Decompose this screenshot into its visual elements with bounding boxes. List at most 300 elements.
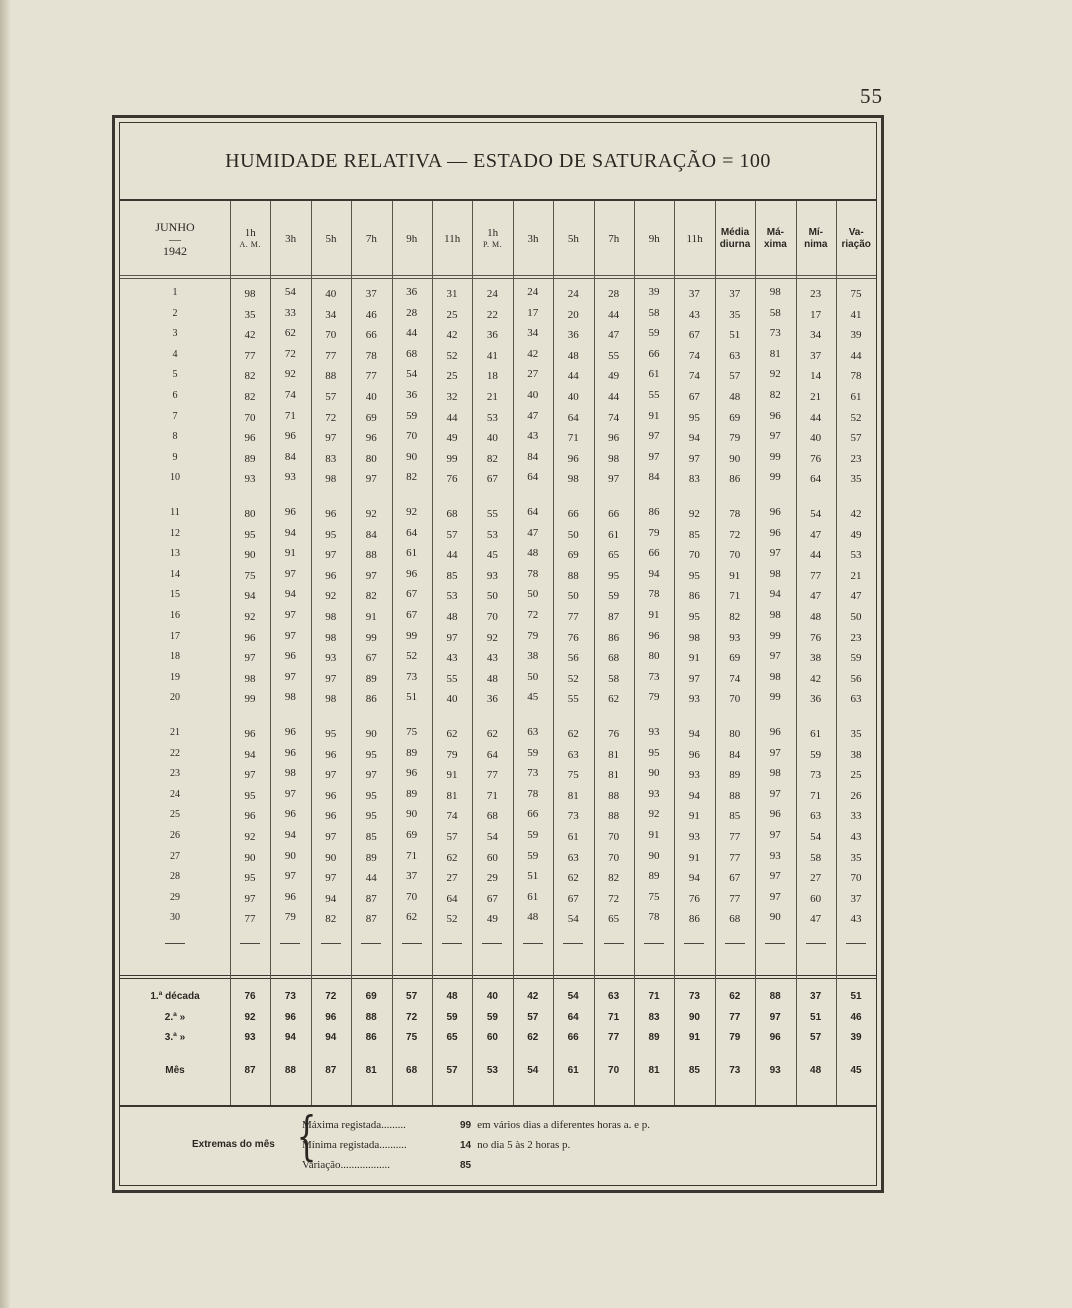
table-cell: 81 [769,347,781,360]
table-cell: 33 [850,810,862,823]
table-cell: 95 [688,411,700,424]
table-bottom-rule [120,1105,876,1107]
table-cell: 42 [810,672,822,685]
table-cell: 99 [769,691,781,704]
table-cell: 35 [729,308,741,321]
table-cell: 43 [850,913,862,926]
empty-row-dash [523,943,543,944]
column-header [513,209,553,269]
table-cell: 98 [325,473,337,486]
table-cell: 70 [406,430,418,443]
table-cell: 44 [810,549,822,562]
summary-cell: 92 [244,1012,256,1023]
page-number: 55 [860,84,883,108]
summary-cell: 97 [769,1012,781,1023]
column-header-main: 9h [406,233,418,245]
table-cell: 82 [365,590,377,603]
table-cell: 93 [648,726,660,738]
day-number: 16 [170,610,180,621]
table-cell: 42 [527,347,539,360]
summary-cell: 94 [325,1032,337,1043]
table-cell: 74 [688,370,700,383]
table-cell: 59 [527,746,539,759]
summary-rule-double [120,978,876,979]
table-cell: 62 [608,693,620,706]
table-cell: 38 [527,650,539,663]
day-number: 4 [172,348,178,360]
table-cell: 54 [284,286,296,298]
table-cell: 89 [244,452,256,465]
empty-row-dash [765,943,785,944]
summary-cell: 48 [446,991,458,1002]
day-number: 1 [172,287,178,298]
table-cell: 97 [769,430,781,443]
table-cell: 57 [850,432,862,445]
table-cell: 77 [729,851,741,864]
table-cell: 64 [486,748,498,761]
summary-cell: 59 [486,1012,498,1023]
table-cell: 47 [810,913,822,926]
table-cell: 97 [648,450,660,463]
table-cell: 51 [406,691,418,704]
summary-cell: 72 [406,1012,418,1023]
table-cell: 97 [769,890,781,903]
table-cell: 76 [688,892,700,905]
table-cell: 82 [406,471,418,484]
table-cell: 66 [648,347,660,360]
table-cell: 25 [446,308,458,321]
table-cell: 68 [729,913,741,926]
table-cell: 99 [769,471,781,484]
table-cell: 74 [608,411,620,424]
table-cell: 82 [769,389,781,401]
table-cell: 55 [567,693,579,706]
month-dash: — [169,232,181,246]
table-cell: 98 [325,693,337,706]
table-cell: 98 [325,611,337,623]
table-cell: 96 [325,789,337,802]
table-cell: 90 [325,851,337,864]
table-cell: 64 [527,471,539,484]
variation-label: Variação.................. [302,1159,390,1171]
summary-cell: 48 [810,1065,822,1076]
column-header-main: 3h [285,233,297,245]
table-cell: 54 [810,508,822,520]
table-cell: 96 [284,650,296,663]
table-cell: 43 [850,831,862,843]
day-number: 7 [172,410,178,422]
day-number: 25 [170,809,180,821]
table-cell: 97 [325,769,337,782]
summary-label: 3.ª » [164,1032,186,1043]
table-cell: 97 [769,870,781,883]
table-cell: 85 [446,569,458,582]
table-cell: 36 [406,389,418,401]
table-cell: 62 [446,851,458,864]
table-cell: 72 [729,528,741,541]
table-cell: 89 [406,787,418,800]
table-cell: 76 [446,473,458,486]
summary-cell: 77 [608,1032,620,1043]
table-cell: 79 [446,748,458,761]
column-header [230,209,270,269]
table-cell: 96 [284,506,296,518]
table-cell: 94 [284,588,296,601]
table-cell: 27 [810,872,822,885]
table-cell: 94 [688,789,700,802]
table-cell: 51 [527,870,539,883]
table-cell: 96 [365,432,377,445]
table-cell: 57 [325,391,337,403]
table-cell: 45 [527,691,539,704]
table-cell: 98 [567,473,579,486]
summary-cell: 81 [365,1065,377,1076]
table-cell: 62 [567,872,579,885]
summary-cell: 66 [567,1032,579,1043]
summary-cell: 96 [325,1012,337,1023]
table-cell: 93 [688,831,700,843]
table-cell: 73 [769,327,781,340]
table-cell: 24 [567,288,579,300]
table-cell: 23 [850,631,862,644]
table-cell: 59 [527,849,539,862]
table-cell: 96 [406,567,418,580]
empty-row-dash [846,943,866,944]
empty-row-dash [604,943,624,944]
table-cell: 40 [567,391,579,403]
table-cell: 53 [486,411,498,424]
table-cell: 95 [325,728,337,740]
table-cell: 97 [688,672,700,685]
table-cell: 76 [810,631,822,644]
summary-cell: 42 [527,991,539,1002]
table-cell: 91 [648,609,660,621]
summary-cell: 46 [850,1012,862,1023]
table-cell: 69 [567,549,579,562]
table-cell: 61 [810,728,822,740]
summary-cell: 86 [365,1032,377,1043]
day-number: 12 [170,527,180,539]
table-cell: 98 [769,609,781,621]
column-header [594,209,634,269]
table-cell: 86 [688,590,700,603]
table-cell: 52 [446,349,458,362]
table-cell: 80 [365,452,377,465]
table-cell: 91 [365,611,377,623]
month-label: JUNHO [155,220,195,234]
table-cell: 70 [325,329,337,342]
table-cell: 67 [486,473,498,486]
table-cell: 82 [244,391,256,403]
column-header-main: 5h [325,233,337,245]
day-number: 10 [170,472,180,484]
table-cell: 96 [769,526,781,539]
table-cell: 63 [527,726,539,738]
table-cell: 91 [729,569,741,582]
table-cell: 74 [284,389,296,401]
table-cell: 68 [486,810,498,823]
summary-cell: 64 [567,1012,579,1023]
table-cell: 96 [648,629,660,642]
summary-cell: 53 [486,1065,498,1076]
table-cell: 86 [729,473,741,486]
column-header-sub: P. M. [482,240,503,249]
summary-cell: 51 [850,991,862,1002]
table-cell: 36 [486,329,498,342]
summary-cell: 87 [244,1065,256,1076]
column-header-main: 1h [487,227,499,239]
table-cell: 71 [406,849,418,862]
table-cell: 96 [769,409,781,422]
summary-cell: 93 [244,1032,256,1043]
column-header [351,209,391,269]
table-cell: 92 [688,508,700,520]
max-registered-value [460,1119,650,1131]
table-cell: 29 [486,872,498,885]
table-cell: 35 [850,851,862,864]
day-number: 5 [172,369,178,381]
column-header-main: 11h [686,233,703,245]
table-cell: 50 [567,590,579,603]
table-cell: 42 [850,508,862,520]
summary-cell: 88 [284,1065,296,1076]
table-cell: 98 [769,567,781,580]
summary-cell: 69 [365,991,377,1002]
column-header [796,209,836,269]
table-cell: 64 [527,506,539,518]
table-cell: 38 [850,748,862,761]
table-cell: 96 [769,506,781,518]
table-cell: 97 [769,650,781,663]
table-cell: 17 [810,308,822,321]
table-cell: 80 [729,728,741,740]
table-cell: 69 [406,829,418,841]
summary-cell: 77 [729,1012,741,1023]
table-cell: 48 [527,911,539,924]
table-cell: 96 [325,810,337,823]
column-header-main: 5h [567,233,579,245]
table-cell: 98 [769,670,781,683]
summary-cell: 73 [284,991,296,1002]
summary-cell: 62 [729,991,741,1002]
table-cell: 44 [567,370,579,383]
column-header [715,209,755,269]
table-cell: 90 [244,851,256,864]
table-cell: 90 [244,549,256,562]
table-cell: 73 [406,670,418,683]
table-cell: 84 [729,748,741,761]
table-cell: 81 [446,789,458,802]
table-cell: 96 [688,748,700,761]
summary-cell: 72 [325,991,337,1002]
table-cell: 93 [325,652,337,665]
variation-number: 85 [460,1160,472,1171]
summary-cell: 85 [688,1065,700,1076]
empty-row-dash [563,943,583,944]
table-cell: 43 [446,652,458,665]
table-cell: 37 [810,349,822,362]
table-cell: 97 [325,872,337,885]
table-cell: 72 [527,609,539,621]
table-cell: 49 [608,370,620,383]
table-cell: 53 [486,528,498,541]
empty-row-dash [644,943,664,944]
table-cell: 85 [365,831,377,843]
table-cell: 74 [688,349,700,362]
table-cell: 94 [769,588,781,601]
summary-cell: 40 [486,991,498,1002]
table-cell: 64 [567,411,579,424]
table-cell: 58 [810,851,822,864]
table-cell: 97 [244,769,256,782]
table-cell: 70 [406,890,418,903]
table-cell: 97 [325,831,337,843]
summary-cell: 57 [810,1032,822,1043]
table-cell: 96 [284,430,296,443]
table-cell: 66 [567,508,579,520]
table-cell: 93 [284,471,296,484]
summary-cell: 89 [648,1032,660,1043]
table-cell: 71 [729,590,741,603]
table-cell: 98 [244,672,256,685]
table-cell: 54 [567,913,579,926]
table-cell: 97 [325,432,337,445]
table-cell: 27 [446,872,458,885]
table-cell: 34 [325,308,337,321]
table-cell: 93 [729,631,741,644]
table-cell: 71 [810,789,822,802]
summary-cell: 63 [608,991,620,1002]
table-cell: 59 [406,409,418,422]
table-cell: 65 [608,549,620,562]
table-cell: 48 [729,391,741,403]
table-cell: 46 [365,308,377,321]
table-cell: 72 [608,892,620,905]
table-cell: 96 [325,748,337,761]
table-cell: 92 [406,506,418,518]
table-cell: 57 [446,528,458,541]
summary-cell: 62 [527,1032,539,1043]
table-cell: 44 [446,549,458,562]
table-cell: 90 [648,767,660,780]
table-cell: 95 [608,569,620,582]
table-cell: 47 [527,526,539,539]
table-cell: 23 [850,452,862,465]
table-cell: 97 [244,892,256,905]
header-rule [120,275,876,276]
table-cell: 67 [688,391,700,403]
table-cell: 89 [729,769,741,782]
table-cell: 70 [608,831,620,843]
table-cell: 88 [608,789,620,802]
summary-cell: 61 [567,1065,579,1076]
table-cell: 61 [406,547,418,560]
table-cell: 94 [284,526,296,539]
table-cell: 78 [648,911,660,924]
table-cell: 73 [567,810,579,823]
min-value: 14 [460,1140,472,1151]
summary-cell: 71 [648,991,660,1002]
summary-cell: 57 [527,1012,539,1023]
table-cell: 49 [446,432,458,445]
table-cell: 69 [729,652,741,665]
table-cell: 59 [527,829,539,841]
summary-cell: 57 [406,991,418,1002]
table-cell: 92 [769,368,781,381]
table-cell: 86 [365,693,377,706]
table-cell: 38 [810,652,822,665]
table-cell: 73 [648,670,660,683]
table-cell: 99 [244,693,256,706]
table-cell: 91 [648,409,660,422]
table-cell: 99 [769,629,781,642]
table-cell: 96 [284,808,296,821]
column-header-main: Má- [766,227,784,238]
table-cell: 36 [567,329,579,342]
table-cell: 66 [365,329,377,342]
table-cell: 99 [406,629,418,642]
table-cell: 58 [608,672,620,685]
table-cell: 97 [769,547,781,560]
table-cell: 88 [608,810,620,823]
table-cell: 26 [850,789,862,802]
summary-cell: 91 [688,1032,700,1043]
summary-cell: 39 [850,1032,862,1043]
table-cell: 59 [810,748,822,761]
table-cell: 67 [688,329,700,342]
table-cell: 18 [486,370,498,383]
column-header [392,209,432,269]
table-cell: 98 [325,631,337,644]
table-cell: 39 [850,329,862,342]
table-cell: 67 [567,892,579,905]
table-cell: 48 [567,349,579,362]
summary-cell: 79 [729,1032,741,1043]
day-number: 28 [170,871,180,883]
table-cell: 44 [850,349,862,362]
table-cell: 97 [648,430,660,443]
table-cell: 20 [567,308,579,321]
table-cell: 17 [527,306,539,319]
table-cell: 91 [446,769,458,782]
table-cell: 43 [486,652,498,665]
table-cell: 40 [365,391,377,403]
table-frame [112,115,884,1193]
table-cell: 61 [850,391,862,403]
empty-row-dash [280,943,300,944]
table-cell: 95 [244,528,256,541]
table-cell: 71 [567,432,579,445]
table-cell: 95 [365,789,377,802]
table-cell: 79 [284,911,296,924]
summary-cell: 81 [648,1065,660,1076]
table-cell: 40 [446,693,458,706]
table-cell: 97 [446,631,458,644]
day-number: 30 [170,912,180,924]
table-cell: 86 [608,631,620,644]
table-cell: 44 [608,308,620,321]
table-cell: 77 [486,769,498,782]
table-cell: 83 [688,473,700,486]
table-cell: 98 [284,767,296,780]
table-cell: 28 [406,306,418,319]
column-header [311,209,351,269]
table-cell: 55 [446,672,458,685]
table-cell: 91 [284,547,296,560]
table-cell: 95 [244,872,256,885]
summary-label: 2.ª » [164,1012,186,1023]
month-year-header [120,209,230,269]
